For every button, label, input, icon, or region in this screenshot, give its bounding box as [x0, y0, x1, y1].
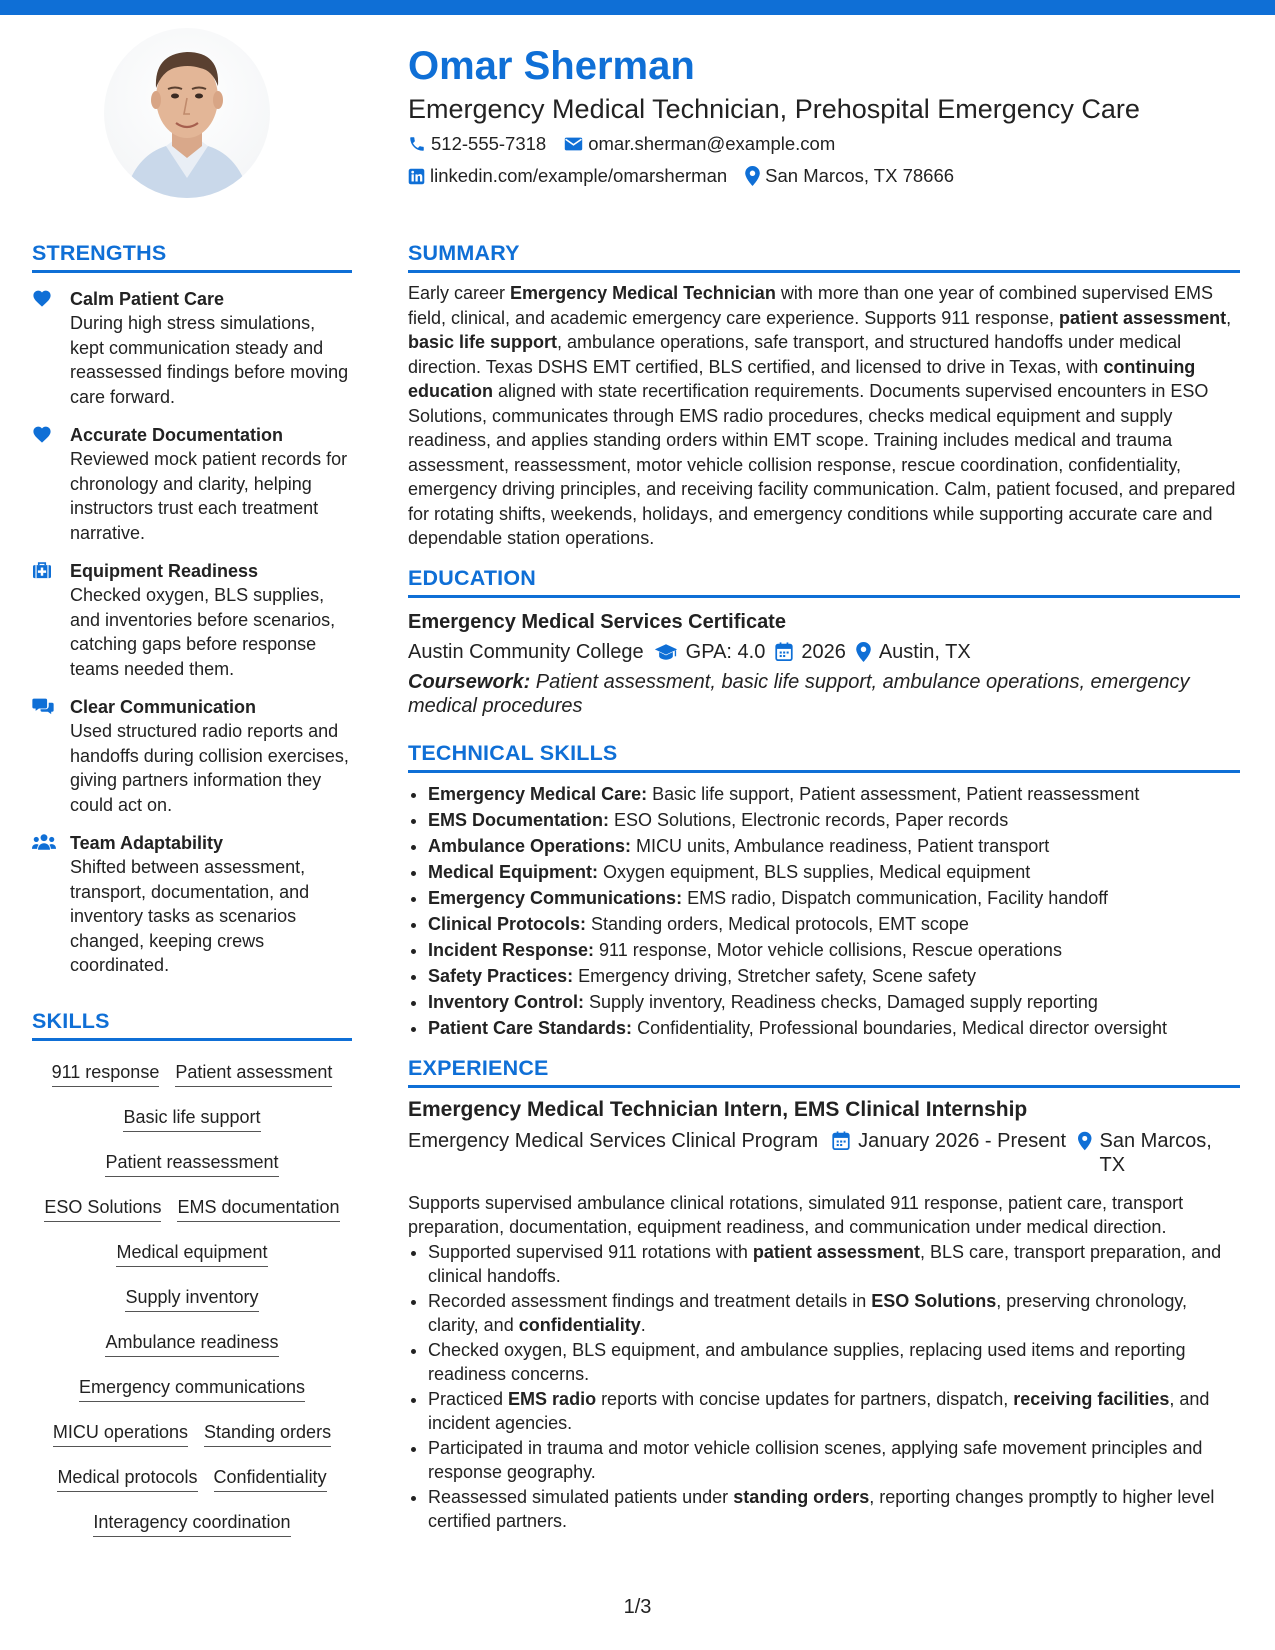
- technical-skill-value: Standing orders, Medical protocols, EMT scope: [586, 913, 969, 934]
- location-contact: [745, 161, 954, 191]
- body-text: , and incident agencies.: [428, 1388, 1210, 1433]
- skills-row: [32, 1411, 352, 1456]
- experience-bullet: [428, 1240, 1240, 1289]
- chat-bubbles-icon: [32, 697, 54, 715]
- strength-title: Equipment Readiness: [70, 561, 259, 581]
- skills-row: [32, 1231, 352, 1276]
- body-text: reports with concise updates for partners, dispatch,: [596, 1388, 1014, 1409]
- technical-skill-item: [428, 911, 1240, 937]
- body-text: with more than one year of combined supervised EMS field, clinical, and academic emergency care experience. Supports 911 response,: [408, 283, 1214, 328]
- technical-skill-value: 911 response, Motor vehicle collisions, Rescue operations: [594, 939, 1062, 960]
- medical-kit-icon: [32, 561, 52, 579]
- experience-bullet: [428, 1338, 1240, 1387]
- graduation-cap-icon: [654, 643, 678, 661]
- technical-skill-value: ESO Solutions, Electronic records, Paper records: [609, 809, 1009, 830]
- linkedin-icon: [408, 168, 425, 185]
- strength-item: [32, 559, 352, 681]
- experience-organization: Emergency Medical Services Clinical Program: [408, 1129, 819, 1152]
- technical-skill-label: Patient Care Standards:: [428, 1017, 633, 1038]
- phone-icon: [408, 135, 426, 153]
- phone-text: 512-555-7318: [431, 133, 547, 154]
- emphasis-text: ESO Solutions: [871, 1290, 997, 1311]
- experience-dates: January 2026 - Present: [858, 1129, 1067, 1152]
- map-pin-icon: [1078, 1131, 1091, 1151]
- technical-skill-value: EMS radio, Dispatch communication, Facility handoff: [682, 887, 1108, 908]
- summary-paragraph: [408, 281, 1240, 551]
- strength-description: During high stress simulations, kept communication steady and reassessed findings before moving care forward.: [70, 313, 349, 407]
- experience-heading: EXPERIENCE: [408, 1055, 1240, 1088]
- skill-tag: Patient assessment: [175, 1061, 332, 1087]
- skills-row: [32, 1366, 352, 1411]
- emphasis-text: standing orders: [733, 1486, 870, 1507]
- technical-skill-item: [428, 963, 1240, 989]
- strength-title: Clear Communication: [70, 697, 257, 717]
- technical-skill-label: Incident Response:: [428, 939, 595, 960]
- profile-portrait-image: [104, 28, 270, 198]
- strength-description: Used structured radio reports and handoffs during collision exercises, giving partners information they could act on.: [70, 721, 349, 815]
- skill-tag: Ambulance readiness: [105, 1331, 278, 1357]
- experience-bullet: [428, 1436, 1240, 1485]
- calendar-icon: [775, 642, 793, 661]
- skills-row: [32, 1321, 352, 1366]
- experience-dates-group: [832, 1129, 1066, 1177]
- body-text: , ambulance operations, safe transport, and structured handoffs under medical direction. Texas DSHS EMT certified, BLS certified, and licensed to drive in Texas, with: [408, 332, 1182, 377]
- skill-tag: Confidentiality: [214, 1466, 327, 1492]
- emphasis-text: basic life support: [408, 332, 558, 352]
- education-gpa-group: [644, 637, 766, 667]
- skill-tag: ESO Solutions: [44, 1196, 161, 1222]
- technical-skill-label: EMS Documentation:: [428, 809, 610, 830]
- body-text: aligned with state recertification requirements. Documents supervised encounters in ESO Solutions, communicates through EMS radio procedures, checks medical equipment and supply readiness, and applies standing orders within EMT scope. Training includes medical and trauma assessment, reassessment, motor vehicle collision response, rescue coordination, confidentiality, emergency driving principles, and receiving facility communication. Calm, patient focused, and prepared for rotating shifts, weekends, holidays, and emergency conditions while supporting accurate care and dependable station operations.: [408, 381, 1236, 548]
- experience-location: San Marcos, TX: [1099, 1129, 1212, 1176]
- skill-tag: Basic life support: [123, 1106, 260, 1132]
- email-contact[interactable]: [564, 129, 835, 159]
- body-text: Supported supervised 911 rotations with: [428, 1241, 753, 1262]
- skill-tag: Emergency communications: [79, 1376, 305, 1402]
- strength-item: [32, 423, 352, 545]
- body-text: Practiced: [428, 1388, 509, 1409]
- skills-row: [32, 1096, 352, 1141]
- experience-bullet: [428, 1387, 1240, 1436]
- technical-skill-item: [428, 989, 1240, 1015]
- education-meta: [408, 637, 1240, 667]
- body-text: Recorded assessment findings and treatment details in: [428, 1290, 872, 1311]
- strength-title: Accurate Documentation: [70, 425, 284, 445]
- skills-row: [32, 1276, 352, 1321]
- emphasis-text: receiving facilities: [1013, 1388, 1170, 1409]
- experience-description: Supports supervised ambulance clinical rotations, simulated 911 response, patient care, transport preparation, documentation, equipment readiness, and communication under medical direction.: [408, 1192, 1184, 1237]
- emphasis-text: EMS radio: [508, 1388, 597, 1409]
- resume-header: [408, 42, 1248, 191]
- body-text: Participated in trauma and motor vehicle collision scenes, applying safe movement principles and response geography.: [428, 1437, 1203, 1482]
- body-text: Checked oxygen, BLS equipment, and ambulance supplies, replacing used items and reporting readiness concerns.: [428, 1339, 1186, 1384]
- skill-tag: Standing orders: [204, 1421, 331, 1447]
- education-degree: Emergency Medical Services Certificate: [408, 610, 786, 633]
- skills-row: [32, 1186, 352, 1231]
- body-text: Reassessed simulated patients under: [428, 1486, 734, 1507]
- map-pin-icon: [856, 642, 871, 662]
- technical-skills-list: [408, 781, 1240, 1041]
- technical-skill-value: Supply inventory, Readiness checks, Damaged supply reporting: [584, 991, 1098, 1012]
- emphasis-text: continuing education: [408, 356, 1196, 401]
- left-column: [32, 240, 352, 1546]
- location-text: San Marcos, TX 78666: [765, 165, 955, 186]
- linkedin-contact[interactable]: [408, 161, 727, 191]
- technical-skills-heading: TECHNICAL SKILLS: [408, 740, 1240, 773]
- strength-title: Calm Patient Care: [70, 289, 225, 309]
- emphasis-text: patient assessment: [1059, 307, 1227, 328]
- team-icon: [32, 833, 56, 851]
- technical-skill-value: Oxygen equipment, BLS supplies, Medical equipment: [598, 861, 1031, 882]
- coursework-label: Coursework:: [408, 670, 531, 693]
- emphasis-text: Emergency Medical Technician: [510, 283, 776, 303]
- technical-skill-value: MICU units, Ambulance readiness, Patient transport: [631, 835, 1050, 856]
- body-text: , preserving chronology, clarity, and: [428, 1290, 1188, 1335]
- page-number: 1/3: [623, 1596, 652, 1618]
- contact-row-secondary: [408, 161, 1248, 191]
- strengths-heading: STRENGTHS: [32, 240, 352, 273]
- skill-tag: MICU operations: [53, 1421, 188, 1447]
- technical-skill-label: Safety Practices:: [428, 965, 574, 986]
- profile-photo: [104, 28, 270, 198]
- experience-bullet: [428, 1289, 1240, 1338]
- education-location-group: [846, 637, 971, 667]
- strength-title: Team Adaptability: [70, 833, 224, 853]
- map-pin-icon: [745, 166, 760, 186]
- contact-row-primary: [408, 129, 1248, 159]
- skill-tag: Medical protocols: [57, 1466, 197, 1492]
- education-coursework: [408, 670, 1240, 718]
- technical-skill-label: Clinical Protocols:: [428, 913, 587, 934]
- technical-skill-label: Inventory Control:: [428, 991, 584, 1012]
- skill-tag: Interagency coordination: [93, 1511, 290, 1537]
- technical-skill-label: Medical Equipment:: [428, 861, 599, 882]
- skills-row: [32, 1456, 352, 1501]
- technical-skill-value: Basic life support, Patient assessment, Patient reassessment: [647, 783, 1140, 804]
- strength-description: Shifted between assessment, transport, documentation, and inventory tasks as scenarios changed, keeping crews coordinated.: [70, 857, 310, 975]
- calendar-icon: [832, 1131, 850, 1150]
- technical-skill-value: Confidentiality, Professional boundaries, Medical director oversight: [632, 1017, 1167, 1038]
- technical-skill-item: [428, 781, 1240, 807]
- skills-cloud: [32, 1051, 352, 1546]
- heart-icon: [32, 425, 52, 443]
- skill-tag: Patient reassessment: [105, 1151, 278, 1177]
- coursework-text: Patient assessment, basic life support, ambulance operations, emergency medical procedures: [408, 670, 1190, 717]
- technical-skill-label: Emergency Communications:: [428, 887, 683, 908]
- technical-skill-value: Emergency driving, Stretcher safety, Scene safety: [573, 965, 976, 986]
- body-text: , BLS care, transport preparation, and clinical handoffs.: [428, 1241, 1222, 1286]
- skills-row: [32, 1501, 352, 1546]
- technical-skill-label: Emergency Medical Care:: [428, 783, 648, 804]
- heart-icon: [32, 289, 52, 307]
- experience-bullet: [428, 1485, 1240, 1534]
- body-text: , reporting changes promptly to higher level certified partners.: [428, 1486, 1215, 1531]
- strength-item: [32, 831, 352, 978]
- strength-description: Reviewed mock patient records for chronology and clarity, helping instructors trust each treatment narrative.: [70, 449, 348, 543]
- candidate-name: Omar Sherman: [408, 44, 695, 88]
- skill-tag: EMS documentation: [177, 1196, 339, 1222]
- emphasis-text: patient assessment: [752, 1241, 920, 1262]
- technical-skill-item: [428, 859, 1240, 885]
- body-text: Early career: [408, 283, 511, 303]
- skill-tag: 911 response: [52, 1061, 160, 1087]
- strength-item: [32, 287, 352, 409]
- experience-location-group: [1078, 1129, 1228, 1177]
- technical-skill-item: [428, 885, 1240, 911]
- strength-item: [32, 695, 352, 817]
- emphasis-text: confidentiality: [518, 1315, 641, 1335]
- right-column: [408, 240, 1240, 1534]
- experience-meta: [408, 1129, 1240, 1177]
- technical-skill-item: [428, 937, 1240, 963]
- body-text: ,: [1226, 307, 1232, 328]
- envelope-icon: [564, 136, 583, 152]
- phone-contact[interactable]: [408, 129, 546, 159]
- email-text: omar.sherman@example.com: [588, 133, 836, 154]
- education-location: Austin, TX: [878, 640, 971, 663]
- top-accent-bar: [0, 0, 1275, 15]
- skills-row: [32, 1141, 352, 1186]
- experience-role: Emergency Medical Technician Intern, EMS Clinical Internship: [408, 1097, 1028, 1121]
- body-text: .: [640, 1315, 646, 1335]
- education-year-group: [765, 637, 846, 667]
- summary-heading: SUMMARY: [408, 240, 1240, 273]
- experience-bullets: [408, 1240, 1240, 1534]
- skill-tag: Supply inventory: [125, 1286, 258, 1312]
- education-gpa: GPA: 4.0: [685, 640, 766, 663]
- technical-skill-item: [428, 833, 1240, 859]
- candidate-title: Emergency Medical Technician, Prehospital Emergency Care: [408, 94, 1140, 124]
- technical-skill-label: Ambulance Operations:: [428, 835, 632, 856]
- strength-description: Checked oxygen, BLS supplies, and inventories before scenarios, catching gaps before response teams needed them.: [70, 585, 336, 679]
- skills-row: [32, 1051, 352, 1096]
- technical-skill-item: [428, 1015, 1240, 1041]
- linkedin-text: linkedin.com/example/omarsherman: [430, 165, 728, 186]
- education-school: Austin Community College: [408, 640, 644, 663]
- skills-heading: SKILLS: [32, 1008, 352, 1041]
- technical-skill-item: [428, 807, 1240, 833]
- skill-tag: Medical equipment: [116, 1241, 267, 1267]
- education-heading: EDUCATION: [408, 565, 1240, 598]
- education-year: 2026: [801, 640, 846, 663]
